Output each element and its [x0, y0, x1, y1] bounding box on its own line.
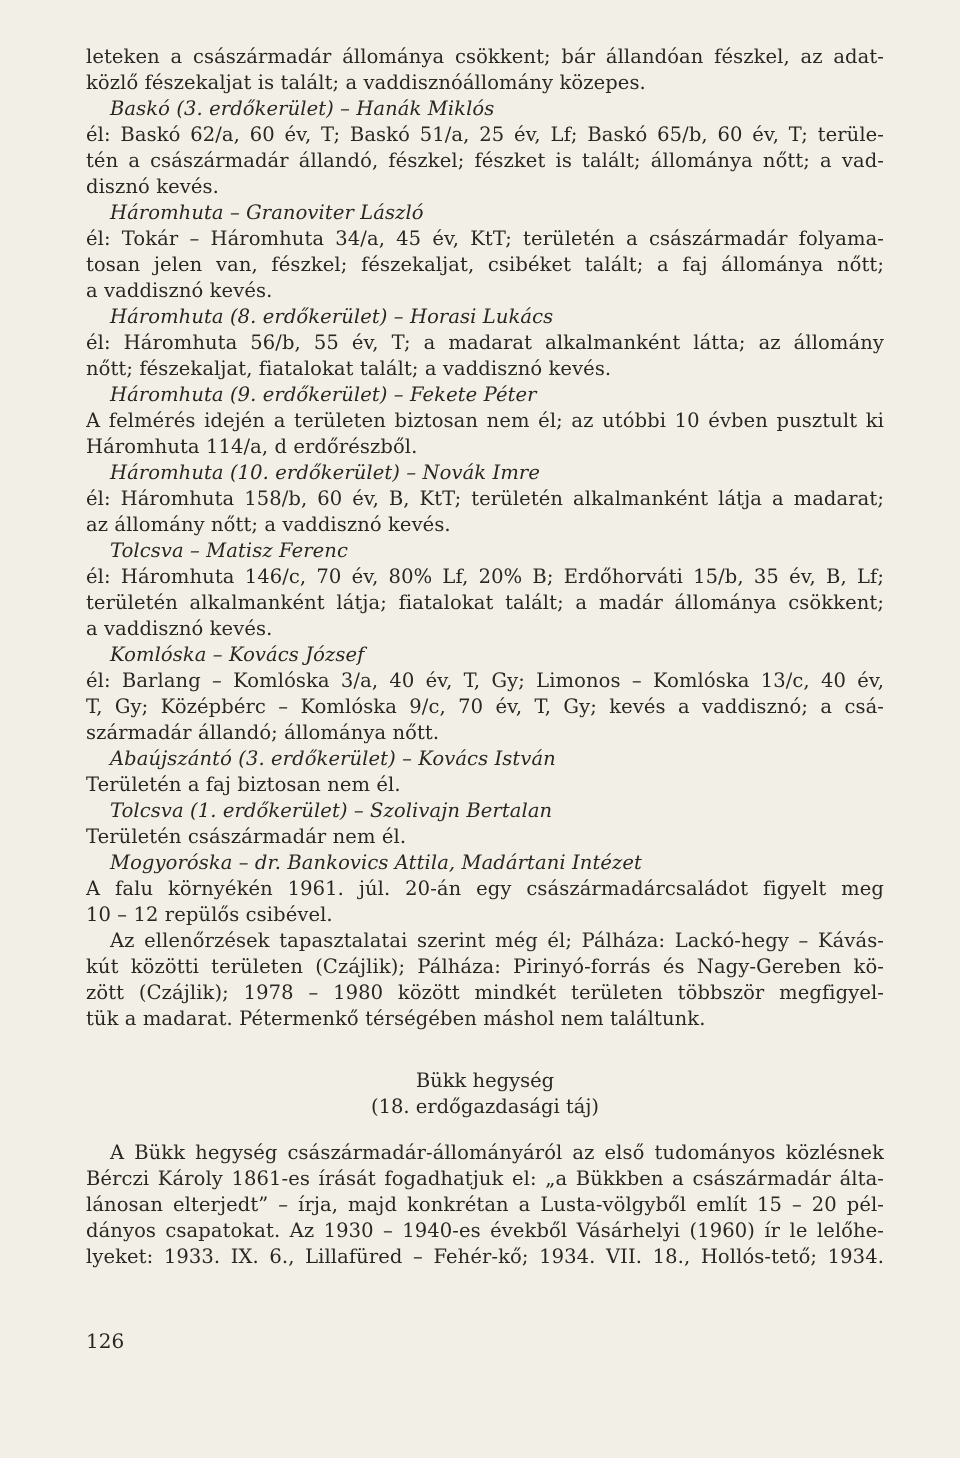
text-line: kút közötti területen (Czájlik); Pálháza: Pirinyó-forrás és Nagy-Gereben kö- [86, 955, 884, 978]
text-line: Háromhuta 114/a, d erdőrészből. [86, 435, 418, 458]
text-line: leteken a császármadár állománya csökkent; bár állandóan fészkel, az adat- [86, 45, 884, 68]
text-line: a vaddisznó kevés. [86, 279, 273, 302]
text-line: tosan jelen van, fészkel; fészekaljat, csibéket talált; a faj állománya nőtt; [86, 253, 884, 276]
text-line: területén alkalmanként látja; fiatalokat talált; a madár állománya csökkent; [86, 591, 884, 614]
entry-heading: Háromhuta (8. erdőkerület) – Horasi Lukács [110, 305, 554, 328]
text-line: él: Háromhuta 158/b, 60 év, B, KtT; területén alkalmanként látja a madarat; [86, 487, 884, 510]
text-line: A Bükk hegység császármadár-állományáról az első tudományos közlésnek [110, 1141, 884, 1164]
text-line: Területén császármadár nem él. [86, 825, 407, 848]
text-line: tük a madarat. Pétermenkő térségében máshol nem találtunk. [86, 1007, 706, 1030]
text-line: nőtt; fészekaljat, fiatalokat talált; a vaddisznó kevés. [86, 357, 612, 380]
text-line: tén a császármadár állandó, fészkel; fészket is talált; állománya nőtt; a vad- [86, 149, 884, 172]
text-line: zött (Czájlik); 1978 – 1980 között mindkét területen többször megfigyel- [86, 981, 884, 1004]
text-line: szármadár állandó; állománya nőtt. [86, 721, 440, 744]
text-line: T, Gy; Középbérc – Komlóska 9/c, 70 év, T, Gy; kevés a vaddisznó; a csá- [86, 695, 884, 718]
entry-heading: Abaújszántó (3. erdőkerület) – Kovács István [110, 747, 556, 770]
section-subtitle: (18. erdőgazdasági táj) [370, 1095, 600, 1118]
text-line: dányos csapatokat. Az 1930 – 1940-es évekből Vásárhelyi (1960) ír le lelőhe- [86, 1219, 884, 1242]
text-line: él: Háromhuta 56/b, 55 év, T; a madarat alkalmanként látta; az állomány [86, 331, 884, 354]
text-line: A felmérés idején a területen biztosan nem él; az utóbbi 10 évben pusztult ki [86, 409, 884, 432]
text-line: lánosan elterjedt” – írja, majd konkrétan a Lusta-völgyből említ 15 – 20 pél- [86, 1193, 884, 1216]
text-line: Területén a faj biztosan nem él. [86, 773, 401, 796]
entry-heading: Baskó (3. erdőkerület) – Hanák Miklós [110, 97, 495, 120]
text-line: lyeket: 1933. IX. 6., Lillafüred – Fehér-kő; 1934. VII. 18., Hollós-tető; 1934. [86, 1245, 884, 1268]
entry-heading: Mogyoróska – dr. Bankovics Attila, Madártani Intézet [110, 851, 642, 874]
text-line: a vaddisznó kevés. [86, 617, 273, 640]
text-line: 10 – 12 repülős csibével. [86, 903, 333, 926]
entry-heading: Háromhuta (10. erdőkerület) – Novák Imre [110, 461, 540, 484]
text-line: közlő fészekaljat is talált; a vaddisznóállomány közepes. [86, 71, 646, 94]
entry-heading: Tolcsva (1. erdőkerület) – Szolivajn Bertalan [110, 799, 553, 822]
text-line: él: Baskó 62/a, 60 év, T; Baskó 51/a, 25 év, Lf; Baskó 65/b, 60 év, T; terüle- [86, 123, 884, 146]
section-title: Bükk hegység [415, 1069, 555, 1092]
entry-heading: Tolcsva – Matisz Ferenc [110, 539, 348, 562]
entry-heading: Háromhuta – Granoviter László [110, 201, 424, 224]
section-body [86, 1140, 884, 1270]
text-line: él: Tokár – Háromhuta 34/a, 45 év, KtT; területén a császármadár folyama- [86, 227, 884, 250]
text-line: az állomány nőtt; a vaddisznó kevés. [86, 513, 451, 536]
page-number: 126 [86, 1329, 125, 1353]
entry-heading: Komlóska – Kovács József [110, 643, 365, 666]
locality-reports [86, 44, 884, 1032]
text-line: disznó kevés. [86, 175, 219, 198]
entry-heading: Háromhuta (9. erdőkerület) – Fekete Péter [110, 383, 537, 406]
text-line: él: Háromhuta 146/c, 70 év, 80% Lf, 20% B; Erdőhorváti 15/b, 35 év, B, Lf; [86, 565, 884, 588]
text-line: él: Barlang – Komlóska 3/a, 40 év, T, Gy; Limonos – Komlóska 13/c, 40 év, [86, 669, 884, 692]
text-line: Az ellenőrzések tapasztalatai szerint még él; Pálháza: Lackó-hegy – Kávás- [110, 929, 884, 952]
text-line: Bérczi Károly 1861-es írását fogadhatjuk el: „a Bükkben a császármadár álta- [86, 1167, 884, 1190]
text-line: A falu környékén 1961. júl. 20-án egy császármadárcsaládot figyelt meg [86, 877, 884, 900]
